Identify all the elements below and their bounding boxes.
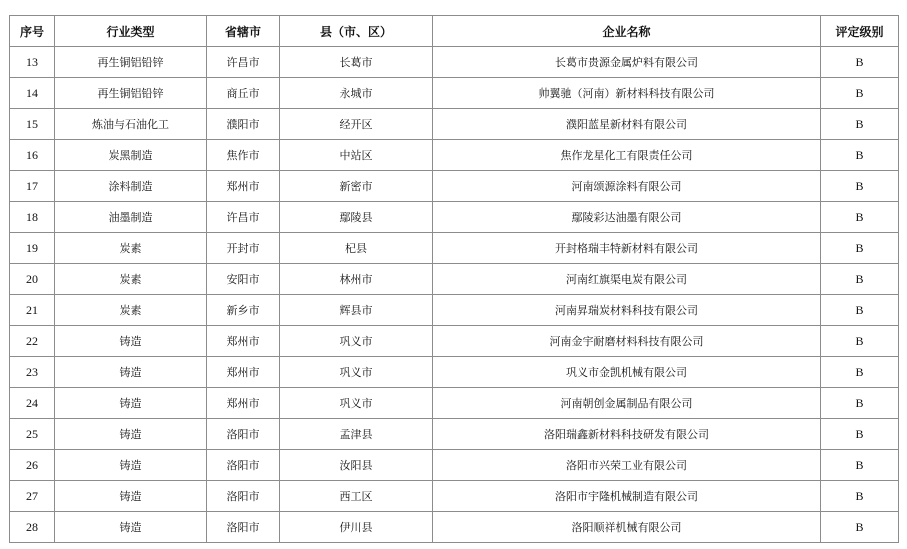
cell-company: 河南朝创金属制品有限公司: [433, 388, 821, 419]
header-row: [10, 16, 899, 47]
cell-industry: 油墨制造: [55, 202, 207, 233]
cell-seq: 22: [10, 326, 55, 357]
cell-company: 河南颂源涂料有限公司: [433, 171, 821, 202]
enterprise-rating-table-container: [9, 15, 898, 543]
cell-seq: 27: [10, 481, 55, 512]
cell-company: 开封格瑞丰特新材料有限公司: [433, 233, 821, 264]
cell-grade: B: [821, 357, 899, 388]
cell-grade: B: [821, 388, 899, 419]
cell-seq: 18: [10, 202, 55, 233]
header-industry: 行业类型: [55, 16, 207, 47]
cell-county: 巩义市: [280, 326, 433, 357]
cell-industry: 铸造: [55, 419, 207, 450]
cell-seq: 13: [10, 47, 55, 78]
cell-seq: 23: [10, 357, 55, 388]
cell-county: 巩义市: [280, 357, 433, 388]
cell-county: 辉县市: [280, 295, 433, 326]
cell-company: 洛阳市宇隆机械制造有限公司: [433, 481, 821, 512]
cell-city: 新乡市: [207, 295, 280, 326]
table-row: [10, 109, 899, 140]
cell-seq: 17: [10, 171, 55, 202]
cell-county: 中站区: [280, 140, 433, 171]
header-company: 企业名称: [433, 16, 821, 47]
cell-county: 西工区: [280, 481, 433, 512]
table-row: [10, 47, 899, 78]
cell-county: 鄢陵县: [280, 202, 433, 233]
cell-county: 孟津县: [280, 419, 433, 450]
cell-seq: 21: [10, 295, 55, 326]
cell-industry: 再生铜铝铅锌: [55, 47, 207, 78]
cell-county: 伊川县: [280, 512, 433, 543]
table-row: [10, 140, 899, 171]
cell-company: 洛阳市兴荣工业有限公司: [433, 450, 821, 481]
cell-industry: 炭素: [55, 295, 207, 326]
cell-city: 郑州市: [207, 171, 280, 202]
table-row: [10, 388, 899, 419]
cell-grade: B: [821, 295, 899, 326]
cell-industry: 炭素: [55, 264, 207, 295]
cell-county: 长葛市: [280, 47, 433, 78]
header-grade: 评定级别: [821, 16, 899, 47]
cell-grade: B: [821, 450, 899, 481]
table-header: [10, 16, 899, 47]
cell-industry: 铸造: [55, 388, 207, 419]
cell-seq: 28: [10, 512, 55, 543]
cell-seq: 19: [10, 233, 55, 264]
cell-county: 杞县: [280, 233, 433, 264]
cell-grade: B: [821, 78, 899, 109]
table-row: [10, 202, 899, 233]
cell-county: 新密市: [280, 171, 433, 202]
cell-grade: B: [821, 140, 899, 171]
cell-industry: 铸造: [55, 450, 207, 481]
table-row: [10, 357, 899, 388]
enterprise-rating-table: [9, 15, 899, 543]
cell-company: 洛阳瑞鑫新材料科技研发有限公司: [433, 419, 821, 450]
cell-city: 洛阳市: [207, 450, 280, 481]
cell-company: 河南昇瑞炭材料科技有限公司: [433, 295, 821, 326]
table-row: [10, 450, 899, 481]
cell-city: 开封市: [207, 233, 280, 264]
table-row: [10, 512, 899, 543]
cell-industry: 铸造: [55, 481, 207, 512]
cell-industry: 铸造: [55, 512, 207, 543]
cell-grade: B: [821, 326, 899, 357]
cell-city: 洛阳市: [207, 512, 280, 543]
header-seq: 序号: [10, 16, 55, 47]
cell-seq: 24: [10, 388, 55, 419]
cell-grade: B: [821, 264, 899, 295]
cell-city: 商丘市: [207, 78, 280, 109]
cell-company: 河南金宇耐磨材料科技有限公司: [433, 326, 821, 357]
cell-industry: 再生铜铝铅锌: [55, 78, 207, 109]
cell-company: 河南红旗渠电炭有限公司: [433, 264, 821, 295]
cell-company: 鄢陵彩达油墨有限公司: [433, 202, 821, 233]
cell-industry: 铸造: [55, 326, 207, 357]
cell-grade: B: [821, 419, 899, 450]
table-row: [10, 326, 899, 357]
cell-city: 许昌市: [207, 47, 280, 78]
header-county: 县（市、区）: [280, 16, 433, 47]
table-row: [10, 481, 899, 512]
cell-city: 许昌市: [207, 202, 280, 233]
cell-company: 濮阳蓝星新材料有限公司: [433, 109, 821, 140]
cell-grade: B: [821, 109, 899, 140]
cell-grade: B: [821, 512, 899, 543]
cell-city: 洛阳市: [207, 419, 280, 450]
cell-grade: B: [821, 202, 899, 233]
cell-industry: 炭素: [55, 233, 207, 264]
cell-county: 巩义市: [280, 388, 433, 419]
cell-seq: 16: [10, 140, 55, 171]
cell-city: 郑州市: [207, 357, 280, 388]
cell-industry: 涂料制造: [55, 171, 207, 202]
cell-city: 焦作市: [207, 140, 280, 171]
cell-company: 长葛市贵源金属炉料有限公司: [433, 47, 821, 78]
table-row: [10, 171, 899, 202]
cell-seq: 20: [10, 264, 55, 295]
table-body: [10, 47, 899, 543]
cell-city: 洛阳市: [207, 481, 280, 512]
cell-grade: B: [821, 171, 899, 202]
cell-county: 林州市: [280, 264, 433, 295]
cell-city: 濮阳市: [207, 109, 280, 140]
table-row: [10, 233, 899, 264]
cell-company: 帅翼驰（河南）新材料科技有限公司: [433, 78, 821, 109]
cell-county: 汝阳县: [280, 450, 433, 481]
cell-county: 经开区: [280, 109, 433, 140]
cell-city: 安阳市: [207, 264, 280, 295]
table-row: [10, 264, 899, 295]
cell-grade: B: [821, 233, 899, 264]
table-row: [10, 78, 899, 109]
table-row: [10, 295, 899, 326]
cell-industry: 炼油与石油化工: [55, 109, 207, 140]
cell-grade: B: [821, 481, 899, 512]
cell-company: 焦作龙星化工有限责任公司: [433, 140, 821, 171]
cell-company: 洛阳顺祥机械有限公司: [433, 512, 821, 543]
cell-company: 巩义市金凯机械有限公司: [433, 357, 821, 388]
cell-seq: 15: [10, 109, 55, 140]
cell-seq: 14: [10, 78, 55, 109]
cell-industry: 炭黑制造: [55, 140, 207, 171]
cell-city: 郑州市: [207, 388, 280, 419]
cell-grade: B: [821, 47, 899, 78]
cell-seq: 26: [10, 450, 55, 481]
cell-county: 永城市: [280, 78, 433, 109]
header-city: 省辖市: [207, 16, 280, 47]
cell-industry: 铸造: [55, 357, 207, 388]
table-row: [10, 419, 899, 450]
cell-city: 郑州市: [207, 326, 280, 357]
cell-seq: 25: [10, 419, 55, 450]
